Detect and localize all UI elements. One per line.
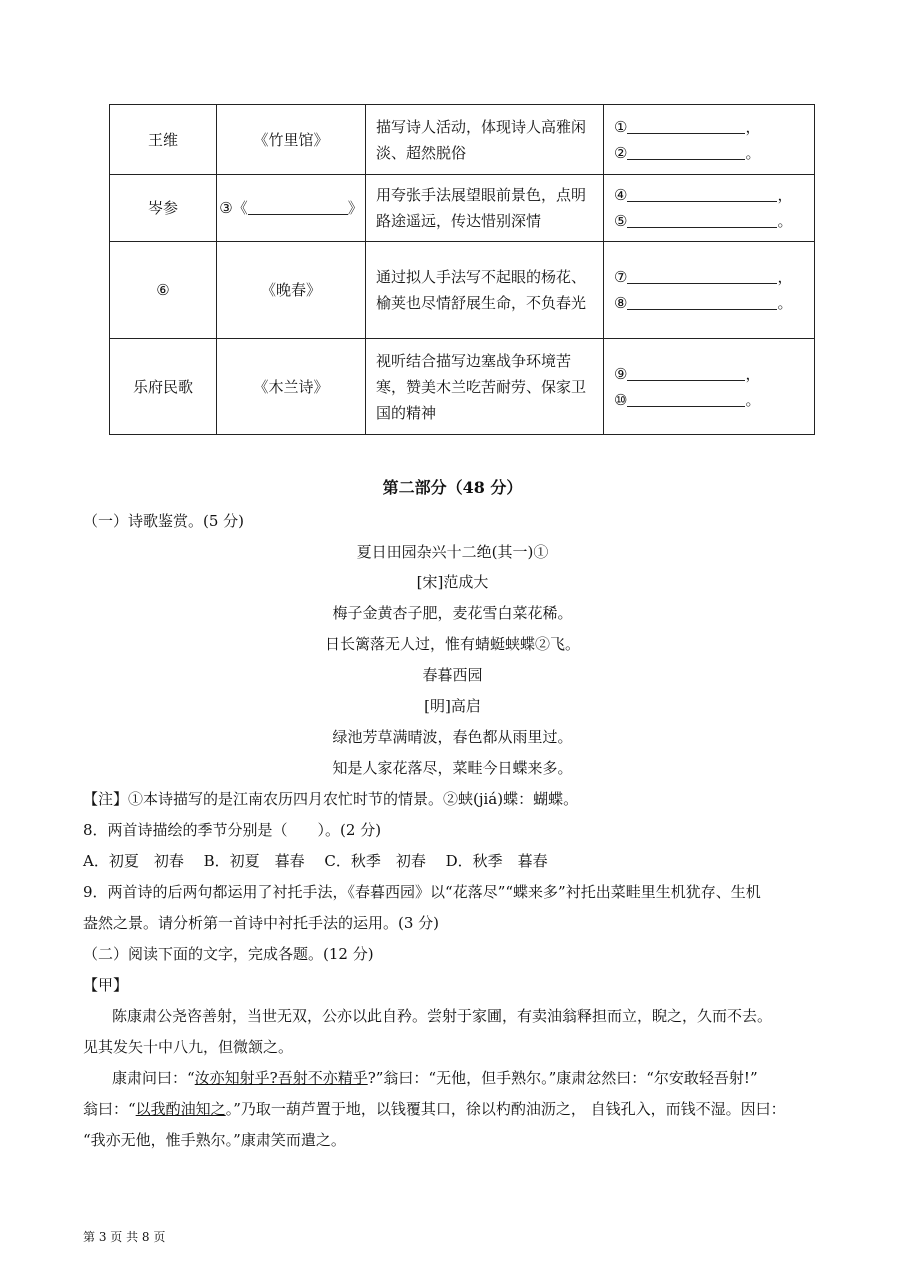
- passage-line: [83, 1098, 843, 1119]
- blank-line: [614, 361, 808, 387]
- blank-mark: ⑦: [614, 268, 628, 286]
- answer-cell: [604, 242, 815, 339]
- part2-title: 第二部分（48 分）: [382, 478, 523, 497]
- passage-line: [112, 1067, 905, 1088]
- question-8-options: A．初夏 初春 B．初夏 暮春 C．秋季 初春 D．秋季 暮春: [83, 852, 548, 870]
- description: 描写诗人活动，体现诗人高雅闲淡、超然脱俗: [376, 117, 587, 162]
- blank-end: 。: [777, 212, 793, 230]
- poem2-author: [明]高启: [424, 697, 481, 715]
- text-span: 。”乃取一葫芦置于地，以钱覆其口，徐以杓酌油沥之， 自钱孔入，而钱不湿。因曰：: [225, 1100, 786, 1118]
- fill-blank[interactable]: [627, 391, 745, 407]
- fill-blank[interactable]: [627, 268, 777, 284]
- poem1-line1: 梅子金黄杏子肥，麦花雪白菜花稀。: [332, 604, 573, 622]
- blank-line: [614, 387, 808, 413]
- poem-note: 【注】①本诗描写的是江南农历四月农忙时节的情景。②蛱(jiá)蝶：蝴蝶。: [83, 790, 579, 808]
- poem1-line2: 日长篱落无人过，惟有蜻蜓蛱蝶②飞。: [324, 635, 580, 653]
- description: 用夸张手法展望眼前景色，点明路途遥远，传达惜别深情: [376, 186, 587, 230]
- section1-title: （一）诗歌鉴赏。(5 分): [83, 512, 245, 530]
- question-9-line2: 盎然之景。请分析第一首诗中衬托手法的运用。(3 分): [83, 914, 440, 932]
- blank-end: ，: [777, 268, 793, 286]
- blank-line: [614, 114, 808, 140]
- blank-mark: ⑨: [614, 364, 628, 383]
- description-cell: [366, 105, 604, 175]
- blank-end: ，: [777, 186, 793, 204]
- poem2-title: 春暮西园: [422, 666, 483, 684]
- blank-mark: ④: [614, 186, 628, 204]
- answer-cell: [604, 105, 815, 175]
- table-row: [110, 175, 815, 242]
- blank-end: 。: [745, 390, 761, 409]
- fill-blank[interactable]: [627, 144, 745, 160]
- question-8: 8．两首诗描绘的季节分别是（ ）。(2 分): [83, 821, 382, 839]
- description: 视听结合描写边塞战争环境苦寒，赞美木兰吃苦耐劳、保家卫国的精神: [376, 351, 587, 422]
- answer-cell: [604, 339, 815, 435]
- fill-blank[interactable]: [627, 186, 777, 202]
- passage-line: “我亦无他，惟手熟尔。”康肃笑而遣之。: [83, 1131, 346, 1149]
- description-cell: [366, 175, 604, 242]
- text-span: 康肃问曰：“: [112, 1069, 195, 1087]
- blank-line: [614, 182, 808, 208]
- fill-blank[interactable]: [248, 199, 348, 215]
- poem2-line2: 知是人家花落尽，菜畦今日蝶来多。: [332, 759, 573, 777]
- answer-cell: [604, 175, 815, 242]
- author: 王维: [147, 130, 178, 149]
- passage-jia-label: 【甲】: [83, 976, 129, 994]
- text-span: 翁曰：“: [83, 1100, 136, 1118]
- poem1-title: 夏日田园杂兴十二绝(其一)①: [356, 543, 549, 561]
- blank-line: [614, 208, 808, 234]
- blank-mark: ⑧: [614, 294, 628, 312]
- blank-mark: ⑩: [614, 390, 628, 409]
- table-row: [110, 339, 815, 435]
- question-9-line1: 9．两首诗的后两句都运用了衬托手法，《春暮西园》以“花落尽”“蝶来多”衬托出菜畦里生机犹存、生机: [83, 883, 761, 901]
- poem2-line1: 绿池芳草满晴波，春色都从雨里过。: [332, 728, 573, 746]
- passage-line: 见其发矢十中八九，但微颔之。: [83, 1038, 294, 1056]
- blank-line: [614, 290, 808, 316]
- work-title: 《木兰诗》: [253, 377, 329, 396]
- work-title: 《竹里馆》: [253, 130, 329, 149]
- poem1-author: [宋]范成大: [416, 573, 489, 591]
- blank-end: 。: [745, 143, 761, 162]
- fill-blank[interactable]: [627, 365, 745, 381]
- blank-mark: ①: [614, 117, 628, 136]
- author: 乐府民歌: [132, 377, 193, 396]
- table-row: [110, 105, 815, 175]
- blank-line: [614, 264, 808, 290]
- table-row: [110, 242, 815, 339]
- author: ⑥: [156, 281, 170, 299]
- fill-blank[interactable]: [627, 212, 777, 228]
- blank-end: 。: [777, 294, 793, 312]
- blank-end: ，: [745, 364, 761, 383]
- blank-mark: ⑤: [614, 212, 628, 230]
- blank-mark: ②: [614, 143, 628, 162]
- text-span: ?”翁曰：“无他，但手熟尔。”康肃忿然曰：“尔安敢轻吾射!”: [367, 1069, 758, 1087]
- literature-table: [109, 104, 815, 435]
- page-footer: 第 3 页 共 8 页: [83, 1230, 166, 1244]
- fill-blank[interactable]: [627, 118, 745, 134]
- author-cell: [110, 175, 217, 242]
- author: 岑参: [147, 199, 178, 217]
- section2-title: （二）阅读下面的文字，完成各题。(12 分): [83, 945, 374, 963]
- underlined-sentence-2: 以我酌油知之: [135, 1100, 226, 1118]
- work-cell: [217, 175, 366, 242]
- work-cell: [217, 242, 366, 339]
- blank-end: ，: [745, 117, 761, 136]
- author-cell: [110, 242, 217, 339]
- work-title: 《晚春》: [260, 281, 321, 299]
- work-cell: [217, 105, 366, 175]
- description-cell: [366, 242, 604, 339]
- underlined-sentence-1: 汝亦知射乎?吾射不亦精乎: [194, 1069, 368, 1087]
- passage-line: 陈康肃公尧咨善射，当世无双，公亦以此自矜。尝射于家圃，有卖油翁释担而立，睨之，久而不去。: [112, 1007, 773, 1025]
- work-cell: [217, 339, 366, 435]
- author-cell: [110, 105, 217, 175]
- blank-line: [614, 140, 808, 166]
- work-suffix: 》: [347, 199, 363, 217]
- fill-blank[interactable]: [627, 294, 777, 310]
- description: 通过拟人手法写不起眼的杨花、榆荚也尽情舒展生命，不负春光: [376, 268, 587, 312]
- author-cell: [110, 339, 217, 435]
- work-prefix: ③《: [219, 199, 248, 217]
- description-cell: [366, 339, 604, 435]
